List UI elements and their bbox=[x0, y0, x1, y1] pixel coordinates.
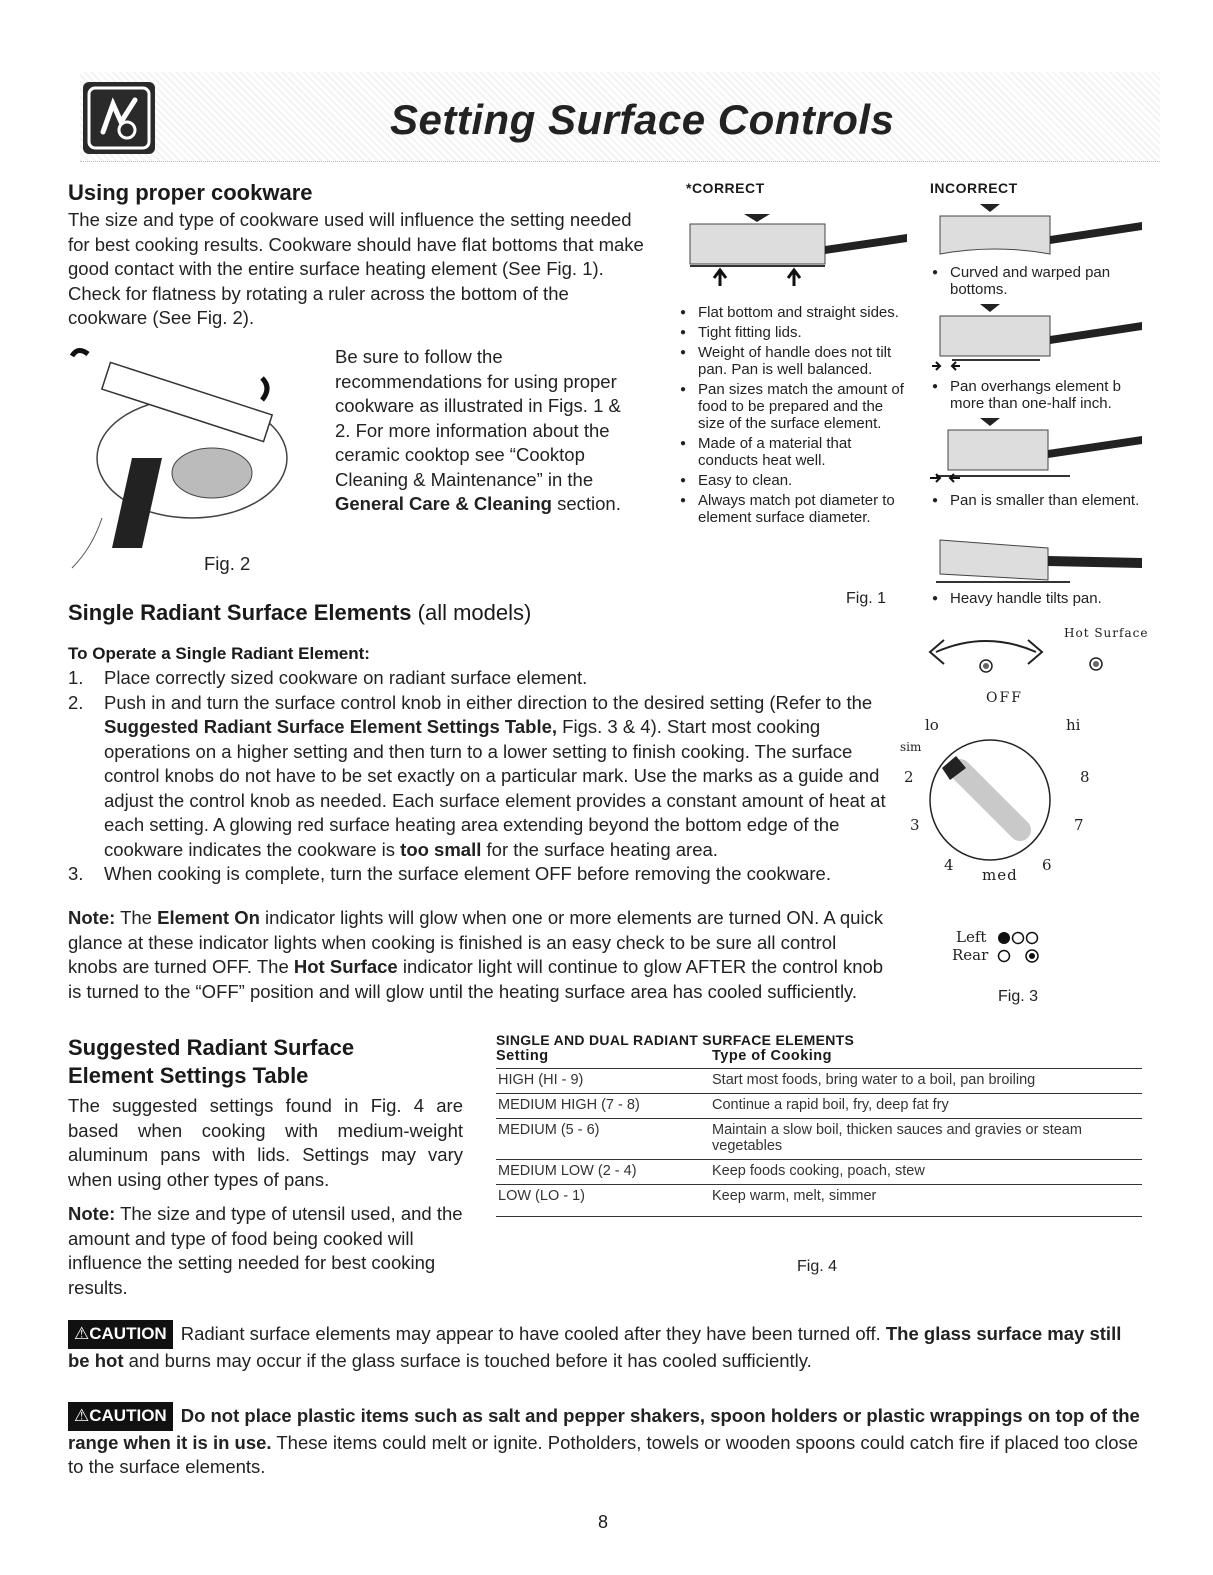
knob-sim-label: sim bbox=[900, 740, 922, 754]
tilted-pan-illustration bbox=[930, 534, 1145, 586]
operate-steps bbox=[68, 666, 888, 887]
cookware-follow-text: Be sure to follow the recommendations for using proper cookware as illustrated in Figs. 1 & 2. For more information about the ceramic cooktop see “Cooktop Cleaning & Maintenance” in the General Care & Cleaning section. bbox=[335, 346, 621, 514]
fig2-label: Fig. 2 bbox=[204, 553, 251, 574]
table-row: MEDIUM (5 - 6) Maintain a slow boil, thicken sauces and gravies or steam vegetables bbox=[496, 1119, 1142, 1160]
knob-hi-label: hi bbox=[1066, 716, 1081, 734]
single-subheading: To Operate a Single Radiant Element: bbox=[68, 644, 370, 663]
hot-surface-indicator-icon bbox=[926, 622, 1046, 678]
table-row: MEDIUM LOW (2 - 4) Keep foods cooking, poach, stew bbox=[496, 1160, 1142, 1185]
knob-3-label: 3 bbox=[910, 816, 920, 834]
fig1-label: Fig. 1 bbox=[846, 590, 887, 607]
cookware-heading: Using proper cookware bbox=[68, 180, 313, 205]
list-item: ● Always match pot diameter to element surface diameter. bbox=[676, 492, 908, 526]
knob-off-label: OFF bbox=[986, 690, 1023, 706]
incorrect-item-2 bbox=[928, 378, 1153, 415]
control-knob-dial bbox=[920, 730, 1060, 870]
correct-pan-illustration bbox=[682, 206, 910, 296]
page-title: Setting Surface Controls bbox=[390, 96, 895, 143]
left-label: Left bbox=[956, 928, 987, 946]
rear-label: Rear bbox=[952, 946, 989, 964]
page-number: 8 bbox=[598, 1512, 609, 1532]
element-indicator-icon bbox=[996, 928, 1046, 968]
list-item: ● Weight of handle does not tilt pan. Pan is well balanced. bbox=[676, 344, 908, 378]
cooktop-hand-icon bbox=[83, 82, 155, 154]
knob-4-label: 4 bbox=[944, 856, 954, 874]
caution-badge: ⚠CAUTION bbox=[68, 1402, 173, 1431]
list-item: ● Heavy handle tilts pan. bbox=[928, 590, 1148, 607]
knob-6-label: 6 bbox=[1042, 856, 1052, 874]
cookware-intro: The size and type of cookware used will influence the setting needed for best cooking results. Cookware should have flat bottoms that make good contact with the entire surface heating element (See Fig. 1). Check for flatness by rotating a ruler across the bottom of the cookware (See Fig. 2). bbox=[68, 209, 644, 328]
warning-icon: ⚠ bbox=[74, 1406, 90, 1425]
list-item: ● Made of a material that conducts heat well. bbox=[676, 435, 908, 469]
step-2: 2. Push in and turn the surface control knob in either direction to the desired setting (Refer to the Suggested Radiant Surface Element Settings Table, Figs. 3 & 4). Start most cooking operations on a higher setting and then turn to a lower setting to finish cooking. The surface control knobs do not have to be set exactly on a particular mark. Use the marks as a guide and adjust the control knob as needed. Each surface element provides a constant amount of heat at each setting. A glowing red surface heating area extending beyond the bottom edge of the cookware indicates the cookware is too small for the surface heating area. bbox=[68, 691, 886, 860]
col-setting-header: Setting bbox=[496, 1048, 549, 1064]
curved-pan-illustration bbox=[930, 198, 1145, 262]
list-item: ● Pan overhangs element b more than one-half inch. bbox=[928, 378, 1153, 412]
list-item: ● Curved and warped pan bottoms. bbox=[928, 264, 1148, 298]
hot-surface-light-icon bbox=[1088, 656, 1104, 672]
knob-med-label: med bbox=[982, 866, 1018, 884]
overhang-pan-illustration bbox=[930, 300, 1145, 380]
incorrect-item-4 bbox=[928, 590, 1148, 610]
suggested-text: The suggested settings found in Fig. 4 are based when cooking with medium-weight aluminum pans with lids. Settings may vary when using other types of pans. bbox=[68, 1095, 463, 1190]
knob-8-label: 8 bbox=[1080, 768, 1090, 786]
small-pan-illustration bbox=[930, 414, 1145, 490]
step-3: 3. When cooking is complete, turn the surface element OFF before removing the cookware. bbox=[68, 863, 831, 884]
list-item: ● Pan sizes match the amount of food to be prepared and the size of the surface element. bbox=[676, 381, 908, 432]
knob-7-label: 7 bbox=[1074, 816, 1084, 834]
list-item: ● Tight fitting lids. bbox=[676, 324, 908, 341]
knob-2-label: 2 bbox=[904, 768, 914, 786]
table-row: MEDIUM HIGH (7 - 8) Continue a rapid boil, fry, deep fat fry bbox=[496, 1094, 1142, 1119]
element-on-note: Note: The Element On indicator lights will glow when one or more elements are turned ON. A quick glance at these indicator lights when cooking is finished is an easy check to be sure all control knobs are turned OFF. The Hot Surface indicator light will continue to glow AFTER the control knob is turned to the “OFF” position and will glow until the heating surface area has cooled sufficiently. bbox=[68, 907, 884, 1002]
correct-list bbox=[676, 304, 908, 529]
incorrect-item-3 bbox=[928, 492, 1148, 512]
step-1: 1. Place correctly sized cookware on radiant surface element. bbox=[68, 667, 588, 688]
caution-badge: ⚠CAUTION bbox=[68, 1320, 173, 1349]
hot-surface-label: Hot Surface bbox=[1064, 626, 1149, 640]
table-title: SINGLE AND DUAL RADIANT SURFACE ELEMENTS bbox=[496, 1032, 855, 1048]
ruler-on-pan-illustration bbox=[62, 338, 312, 578]
settings-table bbox=[496, 1032, 1142, 1217]
fig4-label: Fig. 4 bbox=[797, 1258, 838, 1275]
list-item: ● Easy to clean. bbox=[676, 472, 908, 489]
suggested-heading: Suggested Radiant Surface Element Settings Table bbox=[68, 1035, 355, 1088]
knob-lo-label: lo bbox=[925, 716, 939, 734]
incorrect-item-1 bbox=[928, 264, 1148, 301]
table-header bbox=[496, 1048, 1142, 1069]
caution-2: ⚠CAUTION Do not place plastic items such as salt and pepper shakers, spoon holders or plastic wrappings on top of the range when it is in use. These items could melt or ignite. Potholders, towels or wooden spoons could catch fire if placed too close to the surface elements. bbox=[68, 1402, 1146, 1480]
single-heading: Single Radiant Surface Elements (all models) bbox=[68, 600, 532, 625]
table-row: LOW (LO - 1) Keep warm, melt, simmer bbox=[496, 1185, 1142, 1217]
caution-1: ⚠CAUTION Radiant surface elements may appear to have cooled after they have been turned off. The glass surface may still be hot and burns may occur if the glass surface is touched before it has cooled sufficiently. bbox=[68, 1320, 1146, 1373]
list-item: ● Pan is smaller than element. bbox=[928, 492, 1148, 509]
suggested-note: Note: The size and type of utensil used, and the amount and type of food being cooked will influence the setting needed for best cooking results. bbox=[68, 1203, 463, 1298]
warning-icon: ⚠ bbox=[74, 1324, 90, 1343]
fig3-label: Fig. 3 bbox=[998, 988, 1039, 1005]
col-type-header: Type of Cooking bbox=[712, 1048, 833, 1064]
correct-label: *CORRECT bbox=[686, 180, 765, 196]
list-item: ● Flat bottom and straight sides. bbox=[676, 304, 908, 321]
table-row: HIGH (HI - 9) Start most foods, bring water to a boil, pan broiling bbox=[496, 1069, 1142, 1094]
incorrect-label: INCORRECT bbox=[930, 180, 1018, 196]
